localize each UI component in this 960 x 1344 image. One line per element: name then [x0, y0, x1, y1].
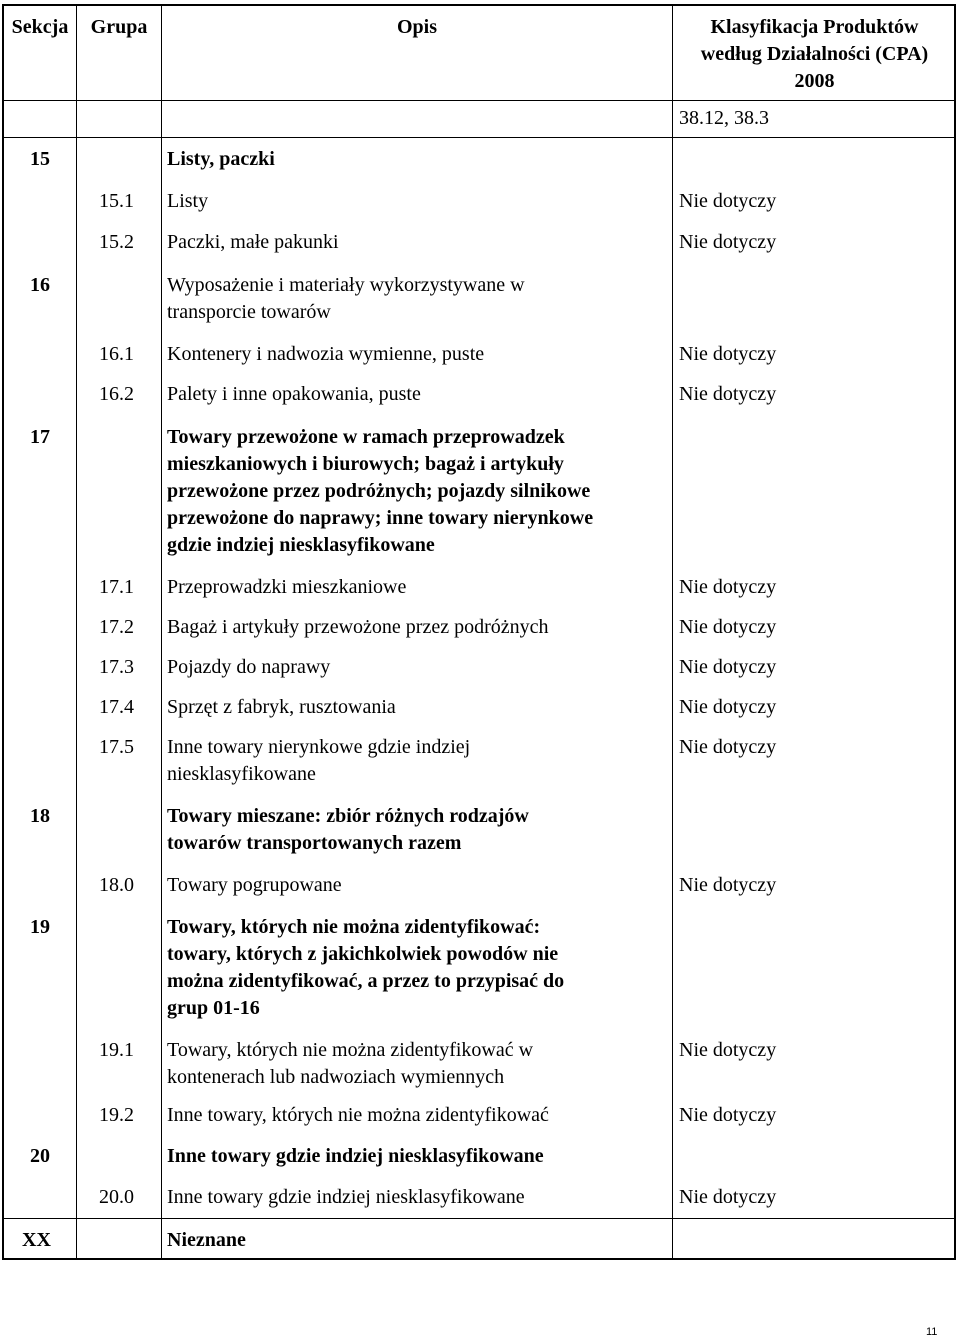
cpa-value: Nie dotyczy	[679, 616, 777, 638]
group-desc: Palety i inne opakowania, puste	[167, 383, 421, 405]
group-desc: Inne towary gdzie indziej niesklasyfikowane	[167, 1186, 525, 1208]
group-code: 19.1	[99, 1039, 134, 1061]
section-code: 19	[30, 916, 50, 938]
section-code: XX	[22, 1229, 51, 1251]
group-desc: niesklasyfikowane	[167, 763, 316, 785]
group-desc: Bagaż i artykuły przewożone przez podróżnych	[167, 616, 549, 638]
section-title: transporcie towarów	[167, 301, 331, 323]
section-code: 20	[30, 1145, 50, 1167]
column-divider	[672, 4, 673, 1260]
section-title: towary, których z jakichkolwiek powodów nie	[167, 943, 559, 965]
section-title: towarów transportowanych razem	[167, 832, 462, 854]
section-title: przewożone przez podróżnych; pojazdy silnikowe	[167, 480, 591, 502]
header-cpa-line3: 2008	[794, 70, 835, 92]
section-title: Towary mieszane: zbiór różnych rodzajów	[167, 805, 529, 827]
cpa-value: Nie dotyczy	[679, 874, 777, 896]
section-title: można zidentyfikować, a przez to przypisać do	[167, 970, 565, 992]
section-title: mieszkaniowych i biurowych; bagaż i artykuły	[167, 453, 564, 475]
group-desc: Paczki, małe pakunki	[167, 231, 339, 253]
cpa-value: Nie dotyczy	[679, 696, 777, 718]
section-title: Nieznane	[167, 1229, 246, 1251]
group-code: 16.1	[99, 343, 134, 365]
header-grupa: Grupa	[90, 16, 148, 38]
group-code: 17.1	[99, 576, 134, 598]
group-desc: Inne towary nierynkowe gdzie indziej	[167, 736, 471, 758]
header-opis: Opis	[396, 16, 438, 38]
section-title: Listy, paczki	[167, 148, 275, 170]
section-title: przewożone do naprawy; inne towary nierynkowe	[167, 507, 594, 529]
group-code: 19.2	[99, 1104, 134, 1126]
group-desc: kontenerach lub nadwoziach wymiennych	[167, 1066, 505, 1088]
cpa-value: Nie dotyczy	[679, 576, 777, 598]
group-desc: Sprzęt z fabryk, rusztowania	[167, 696, 396, 718]
cpa-value: Nie dotyczy	[679, 190, 777, 212]
section-title: gdzie indziej niesklasyfikowane	[167, 534, 435, 556]
group-code: 18.0	[99, 874, 134, 896]
section-code: 16	[30, 274, 50, 296]
section-title: grup 01-16	[167, 997, 260, 1019]
cpa-value: Nie dotyczy	[679, 1039, 777, 1061]
section-title: Inne towary gdzie indziej niesklasyfikowane	[167, 1145, 544, 1167]
group-code: 20.0	[99, 1186, 134, 1208]
column-divider	[161, 4, 162, 1260]
section-title: Wyposażenie i materiały wykorzystywane w	[167, 274, 525, 296]
section-title: Towary przewożone w ramach przeprowadzek	[167, 426, 565, 448]
header-rule	[2, 100, 956, 101]
cpa-value: Nie dotyczy	[679, 383, 777, 405]
section-code: 17	[30, 426, 50, 448]
cpa-value: Nie dotyczy	[679, 343, 777, 365]
row-rule	[2, 137, 956, 138]
cpa-value: 38.12, 38.3	[679, 107, 769, 129]
group-code: 15.2	[99, 231, 134, 253]
group-desc: Towary pogrupowane	[167, 874, 342, 896]
section-title: Towary, których nie można zidentyfikować:	[167, 916, 541, 938]
section-code: 18	[30, 805, 50, 827]
group-desc: Listy	[167, 190, 209, 212]
page-number: 11	[926, 1326, 938, 1338]
cpa-value: Nie dotyczy	[679, 736, 777, 758]
section-code: 15	[30, 148, 50, 170]
row-rule	[2, 1218, 956, 1219]
group-code: 17.5	[99, 736, 134, 758]
group-code: 17.2	[99, 616, 134, 638]
group-code: 17.3	[99, 656, 134, 678]
group-desc: Kontenery i nadwozia wymienne, puste	[167, 343, 485, 365]
group-desc: Przeprowadzki mieszkaniowe	[167, 576, 407, 598]
group-code: 17.4	[99, 696, 134, 718]
group-desc: Inne towary, których nie można zidentyfikować	[167, 1104, 549, 1126]
group-desc: Towary, których nie można zidentyfikować w	[167, 1039, 534, 1061]
cpa-value: Nie dotyczy	[679, 656, 777, 678]
column-divider	[76, 4, 77, 1260]
group-desc: Pojazdy do naprawy	[167, 656, 331, 678]
cpa-value: Nie dotyczy	[679, 1104, 777, 1126]
header-cpa-line2: według Działalności (CPA)	[700, 43, 929, 65]
group-code: 16.2	[99, 383, 134, 405]
header-sekcja: Sekcja	[11, 16, 69, 38]
group-code: 15.1	[99, 190, 134, 212]
cpa-value: Nie dotyczy	[679, 1186, 777, 1208]
header-cpa-line1: Klasyfikacja Produktów	[710, 16, 919, 38]
cpa-value: Nie dotyczy	[679, 231, 777, 253]
